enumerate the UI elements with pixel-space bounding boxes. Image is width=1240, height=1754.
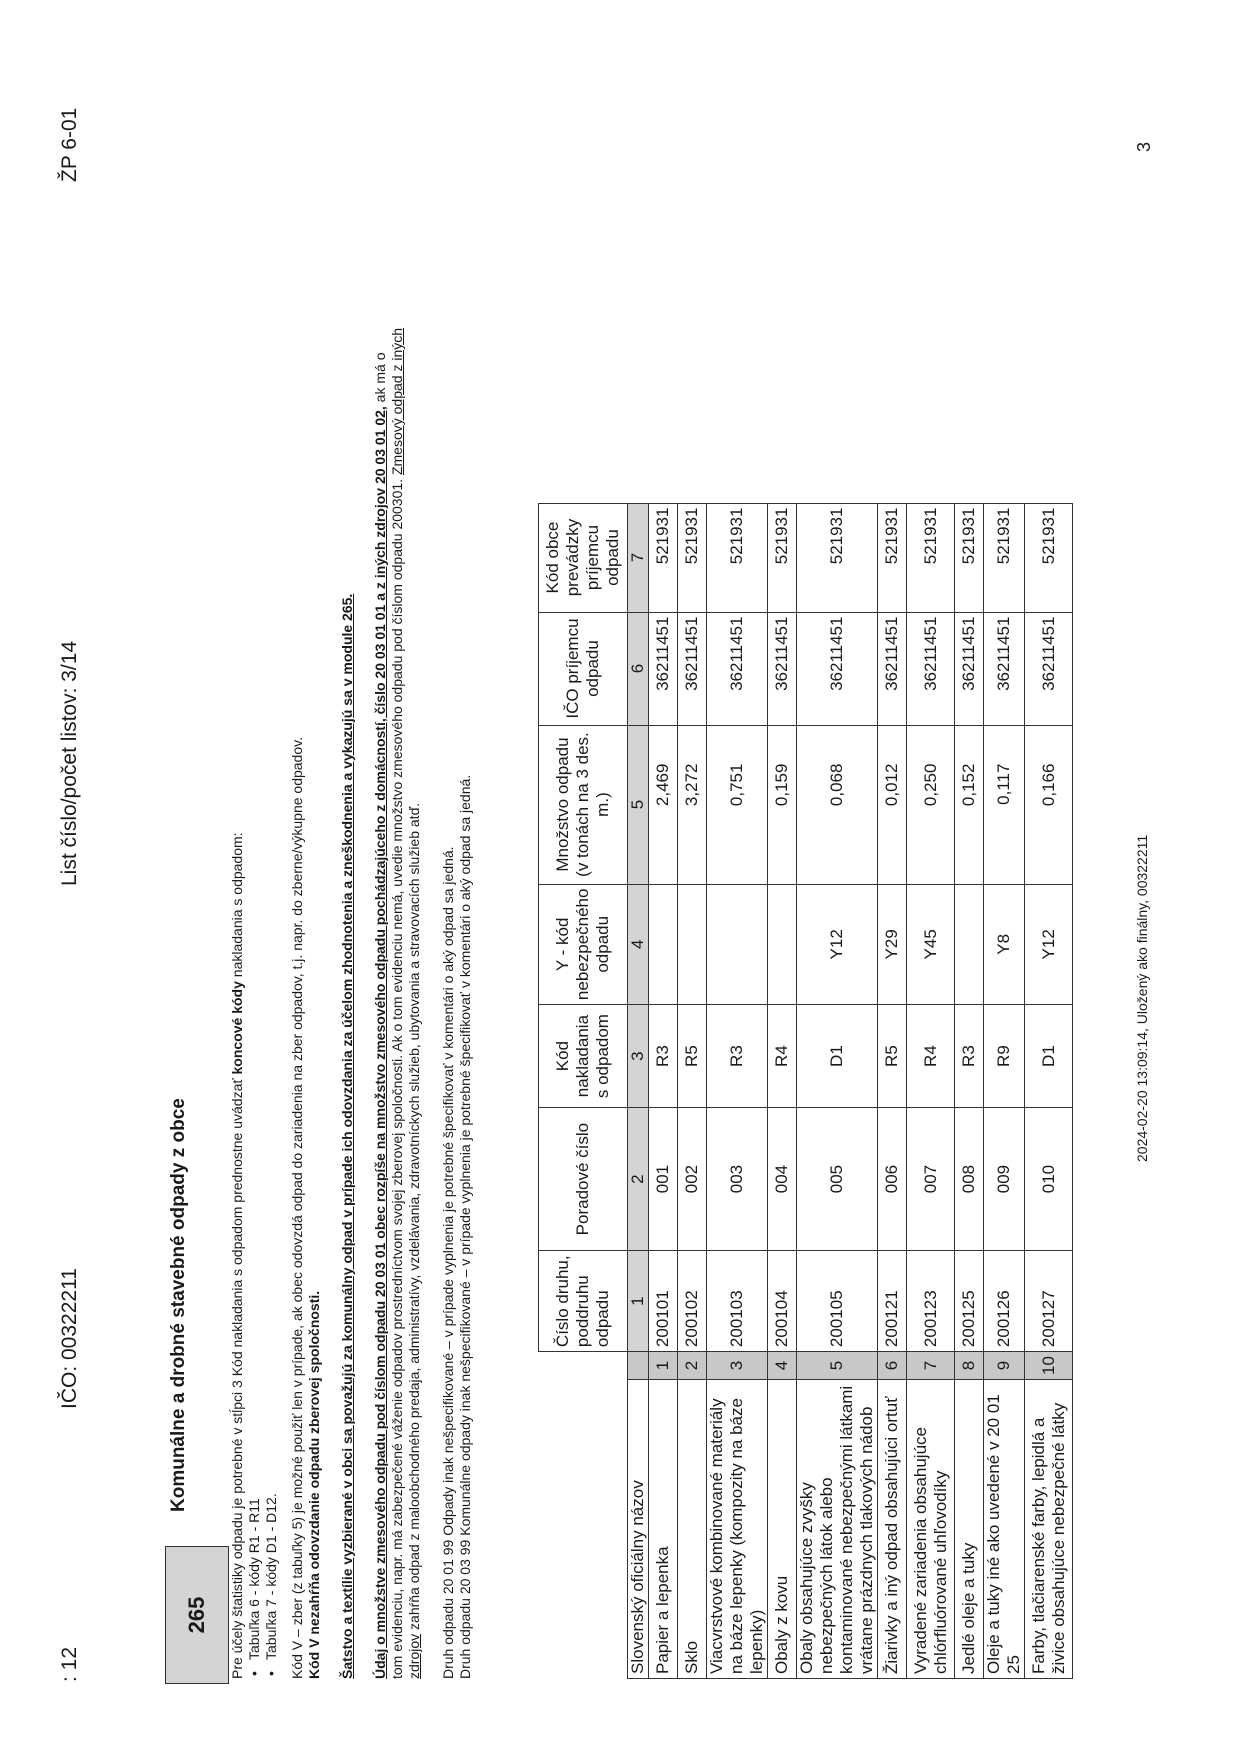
row-name: Žiarivky a iný odpad obsahujúci ortuť	[878, 1380, 907, 1679]
row-name: Jedlé oleje a tuky	[955, 1380, 984, 1679]
row-handling-code[interactable]: D1	[1025, 1005, 1073, 1108]
row-handling-code[interactable]: R9	[984, 1005, 1025, 1108]
row-ico[interactable]: 36211451	[955, 612, 984, 725]
row-quantity[interactable]: 0,159	[768, 725, 797, 884]
module-title: Komunálne a drobné stavebné odpady z obce	[168, 1098, 189, 1512]
row-ico[interactable]: 36211451	[1025, 612, 1073, 725]
col-header-order: Poradové číslo	[539, 1108, 628, 1251]
row-ico[interactable]: 36211451	[797, 612, 878, 725]
table-row	[678, 503, 707, 1678]
waste-table	[538, 503, 1073, 1679]
col-header-quantity: Množstvo odpadu (v tonách na 3 des. m.)	[539, 725, 628, 884]
row-order[interactable]: 005	[797, 1108, 878, 1251]
row-waste-number[interactable]: 200102	[678, 1251, 707, 1352]
row-municipality-code[interactable]: 521931	[768, 503, 797, 612]
column-number: 5	[628, 725, 649, 884]
mixed-waste-line-2-underlined: Zmesový odpad z iných	[389, 327, 405, 476]
footer-saved-info: 2024-02-20 13:09:14, Uložený ako finálny, 00322211	[1134, 834, 1150, 1162]
row-handling-code[interactable]: R5	[878, 1005, 907, 1108]
row-ico[interactable]: 36211451	[649, 612, 678, 725]
row-index: 10	[1025, 1352, 1073, 1380]
column-number: 4	[628, 884, 649, 1005]
mixed-waste-line-2	[389, 328, 406, 1679]
row-waste-number[interactable]: 200121	[878, 1251, 907, 1352]
sheet-counter: List číslo/počet listov: 3/14	[58, 640, 81, 886]
row-municipality-code[interactable]: 521931	[878, 503, 907, 612]
col-header-handling-code: Kód nakladania s odpadom	[539, 1005, 628, 1108]
row-index: 1	[649, 1352, 678, 1380]
row-y-code[interactable]: Y45	[907, 884, 955, 1005]
mixed-waste-line-3-underlined: zdrojov	[406, 1633, 422, 1679]
row-municipality-code[interactable]: 521931	[678, 503, 707, 612]
table-row	[984, 503, 1025, 1678]
col-header-name: Slovenský oficiálny názov	[628, 1380, 649, 1679]
row-quantity[interactable]: 3,272	[678, 725, 707, 884]
row-index: 6	[878, 1352, 907, 1380]
mixed-waste-bold: Údaj o množstve zmesového odpadu pod číslom odpadu 20 03 01 obec rozpíše na množstvo zmesového odpadu pochádzajúceho z domácností, číslo 20 03 01 01 a z iných zdrojov 20 03 01 02,	[372, 406, 388, 1679]
row-municipality-code[interactable]: 521931	[797, 503, 878, 612]
druh-200199-note: Druh odpadu 20 01 99 Odpady inak nešpecifikované – v prípade vyplnenia je potrebné špecifikovať v komentári o aký odpad sa jedná.	[440, 846, 456, 1679]
textile-note: Šatstvo a textílie vyzbierané v obci sa považujú za komunálny odpad v prípade ich odovzdania za účelom zhodnotenia a zneškodnenia a vykazujú sa v module 265.	[339, 593, 355, 1679]
row-municipality-code[interactable]: 521931	[984, 503, 1025, 612]
row-name: Obaly z kovu	[768, 1380, 797, 1679]
module-number-box	[165, 1546, 229, 1684]
row-municipality-code[interactable]: 521931	[955, 503, 984, 612]
form-code: ŽP 6-01	[58, 107, 81, 182]
row-waste-number[interactable]: 200101	[649, 1251, 678, 1352]
row-handling-code[interactable]: D1	[797, 1005, 878, 1108]
row-quantity[interactable]: 0,152	[955, 725, 984, 884]
stats-intro-bold: koncové kódy	[229, 981, 245, 1075]
column-number: 7	[628, 503, 649, 612]
module-number: 265	[184, 1596, 209, 1634]
table-row	[1025, 503, 1073, 1678]
row-index: 8	[955, 1352, 984, 1380]
row-ico[interactable]: 36211451	[878, 612, 907, 725]
row-name: Obaly obsahujúce zvyšky nebezpečných látok alebo kontaminované nebezpečnými látkami vrátane prázdnych tlakových nádob	[797, 1380, 878, 1679]
page-prefix: : 12	[58, 1646, 81, 1682]
row-index: 9	[984, 1352, 1025, 1380]
row-order[interactable]: 007	[907, 1108, 955, 1251]
bullet-table-6: • Tabuľka 6 - kódy R1 - R11	[246, 1498, 263, 1676]
stats-intro-text: Pre účely štatistiky odpadu je potrebné v stĺpci 3 Kód nakladania s odpadom prednostne uvádzať	[229, 1074, 245, 1679]
row-y-code[interactable]	[768, 884, 797, 1005]
kod-v-bold-note: Kód V nezahŕňa odovzdanie odpadu zberovej spoločnosti.	[306, 1290, 322, 1679]
mixed-waste-line-3	[406, 803, 423, 1679]
row-name: Viacvrstvové kombinované materiály na báze lepenky (kompozity na báze lepenky)	[707, 1380, 768, 1679]
row-order[interactable]: 006	[878, 1108, 907, 1251]
row-index: 2	[678, 1352, 707, 1380]
table-row	[955, 503, 984, 1678]
column-number: 1	[628, 1251, 649, 1352]
row-order[interactable]: 009	[984, 1108, 1025, 1251]
row-municipality-code[interactable]: 521931	[707, 503, 768, 612]
row-quantity[interactable]: 0,166	[1025, 725, 1073, 884]
table-row	[768, 503, 797, 1678]
row-waste-number[interactable]: 200103	[707, 1251, 768, 1352]
table-row	[878, 503, 907, 1678]
row-ico[interactable]: 36211451	[678, 612, 707, 725]
row-index: 7	[907, 1352, 955, 1380]
row-handling-code[interactable]: R5	[678, 1005, 707, 1108]
row-y-code[interactable]	[649, 884, 678, 1005]
row-municipality-code[interactable]: 521931	[1025, 503, 1073, 612]
row-order[interactable]: 002	[678, 1108, 707, 1251]
row-waste-number[interactable]: 200104	[768, 1251, 797, 1352]
row-order[interactable]: 010	[1025, 1108, 1073, 1251]
mixed-waste-line-1	[372, 353, 389, 1680]
row-municipality-code[interactable]: 521931	[649, 503, 678, 612]
row-y-code[interactable]	[678, 884, 707, 1005]
table-row	[797, 503, 878, 1678]
row-y-code[interactable]: Y12	[797, 884, 878, 1005]
row-ico[interactable]: 36211451	[707, 612, 768, 725]
table-header-row	[539, 503, 628, 1678]
row-name: Sklo	[678, 1380, 707, 1679]
row-handling-code[interactable]: R3	[955, 1005, 984, 1108]
ico-header: IČO: 00322211	[58, 1268, 81, 1409]
column-number: 6	[628, 612, 649, 725]
row-quantity[interactable]: 0,068	[797, 725, 878, 884]
bullet-table-7: • Tabuľka 7 - kódy D1 - D12.	[263, 1493, 280, 1676]
row-quantity[interactable]: 0,117	[984, 725, 1025, 884]
row-municipality-code[interactable]: 521931	[907, 503, 955, 612]
row-y-code[interactable]: Y8	[984, 884, 1025, 1005]
row-y-code[interactable]	[707, 884, 768, 1005]
row-order[interactable]: 004	[768, 1108, 797, 1251]
row-y-code[interactable]: Y12	[1025, 884, 1073, 1005]
row-index: 4	[768, 1352, 797, 1380]
page-number: 3	[1134, 141, 1154, 152]
row-name: Vyradené zariadenia obsahujúce chlórfluórované uhľovodíky	[907, 1380, 955, 1679]
row-index: 3	[707, 1352, 768, 1380]
druh-200399-note: Druh odpadu 20 03 99 Komunálne odpady inak nešpecifikované – v prípade vyplnenia je potrebné špecifikovať v komentári o aký odpad sa jedná.	[457, 774, 473, 1679]
row-index: 5	[797, 1352, 878, 1380]
row-y-code[interactable]	[955, 884, 984, 1005]
mixed-waste-tail: ak má o	[372, 352, 388, 407]
row-waste-number[interactable]: 200125	[955, 1251, 984, 1352]
row-name: Papier a lepenka	[649, 1380, 678, 1679]
row-quantity[interactable]: 0,012	[878, 725, 907, 884]
row-order[interactable]: 001	[649, 1108, 678, 1251]
row-handling-code[interactable]: R4	[768, 1005, 797, 1108]
col-header-ico-recipient: IČO príjemcu odpadu	[539, 612, 628, 725]
row-name: Oleje a tuky iné ako uvedené v 20 01 25	[984, 1380, 1025, 1679]
col-header-waste-number: Číslo druhu, poddruhu odpadu	[539, 1251, 628, 1352]
col-header-municipality-code: Kód obce prevádzky príjemcu odpadu	[539, 503, 628, 612]
row-ico[interactable]: 36211451	[768, 612, 797, 725]
row-quantity[interactable]: 2,469	[649, 725, 678, 884]
row-waste-number[interactable]: 200126	[984, 1251, 1025, 1352]
stats-intro-text-end: nakladania s odpadom:	[229, 832, 245, 982]
row-ico[interactable]: 36211451	[984, 612, 1025, 725]
column-number: 3	[628, 1005, 649, 1108]
row-quantity[interactable]: 0,250	[907, 725, 955, 884]
row-name: Farby, tlačiarenské farby, lepidlá a živice obsahujúce nebezpečné látky	[1025, 1380, 1073, 1679]
column-number-row	[628, 503, 649, 1678]
row-handling-code[interactable]: R3	[707, 1005, 768, 1108]
row-waste-number[interactable]: 200127	[1025, 1251, 1073, 1352]
row-ico[interactable]: 36211451	[907, 612, 955, 725]
row-waste-number[interactable]: 200123	[907, 1251, 955, 1352]
row-quantity[interactable]: 0,751	[707, 725, 768, 884]
row-order[interactable]: 008	[955, 1108, 984, 1251]
row-y-code[interactable]: Y29	[878, 884, 907, 1005]
table-row	[907, 503, 955, 1678]
mixed-waste-line-2-text: tom evidenciu, napr. má zabezpečené váženie odpadov prostredníctvom svojej zberovej spoločnosti. Ak o tom evidenciu nemá, uvedie množstvo zmesového odpadu pod číslom odpadu 200301.	[389, 475, 405, 1679]
row-order[interactable]: 003	[707, 1108, 768, 1251]
row-handling-code[interactable]: R3	[649, 1005, 678, 1108]
row-handling-code[interactable]: R4	[907, 1005, 955, 1108]
row-waste-number[interactable]: 200105	[797, 1251, 878, 1352]
kod-v-note: Kód V – zber (z tabuľky 5) je možné použiť len v prípade, ak obec odovzdá odpad do zariadenia na zber odpadov, t.j. napr. do zberne/výkupne odpadov.	[289, 737, 305, 1679]
table-row	[707, 503, 768, 1678]
table-row	[649, 503, 678, 1678]
mixed-waste-line-3-text: zahŕňa odpad z maloobchodného predaja, administratívy, vzdelávania, zdravotníckych služieb, ubytovania a stravovacích služieb atď.	[406, 802, 422, 1634]
column-number: 2	[628, 1108, 649, 1251]
stats-intro	[229, 832, 246, 1679]
col-header-y-code: Y - kód nebezpečného odpadu	[539, 884, 628, 1005]
